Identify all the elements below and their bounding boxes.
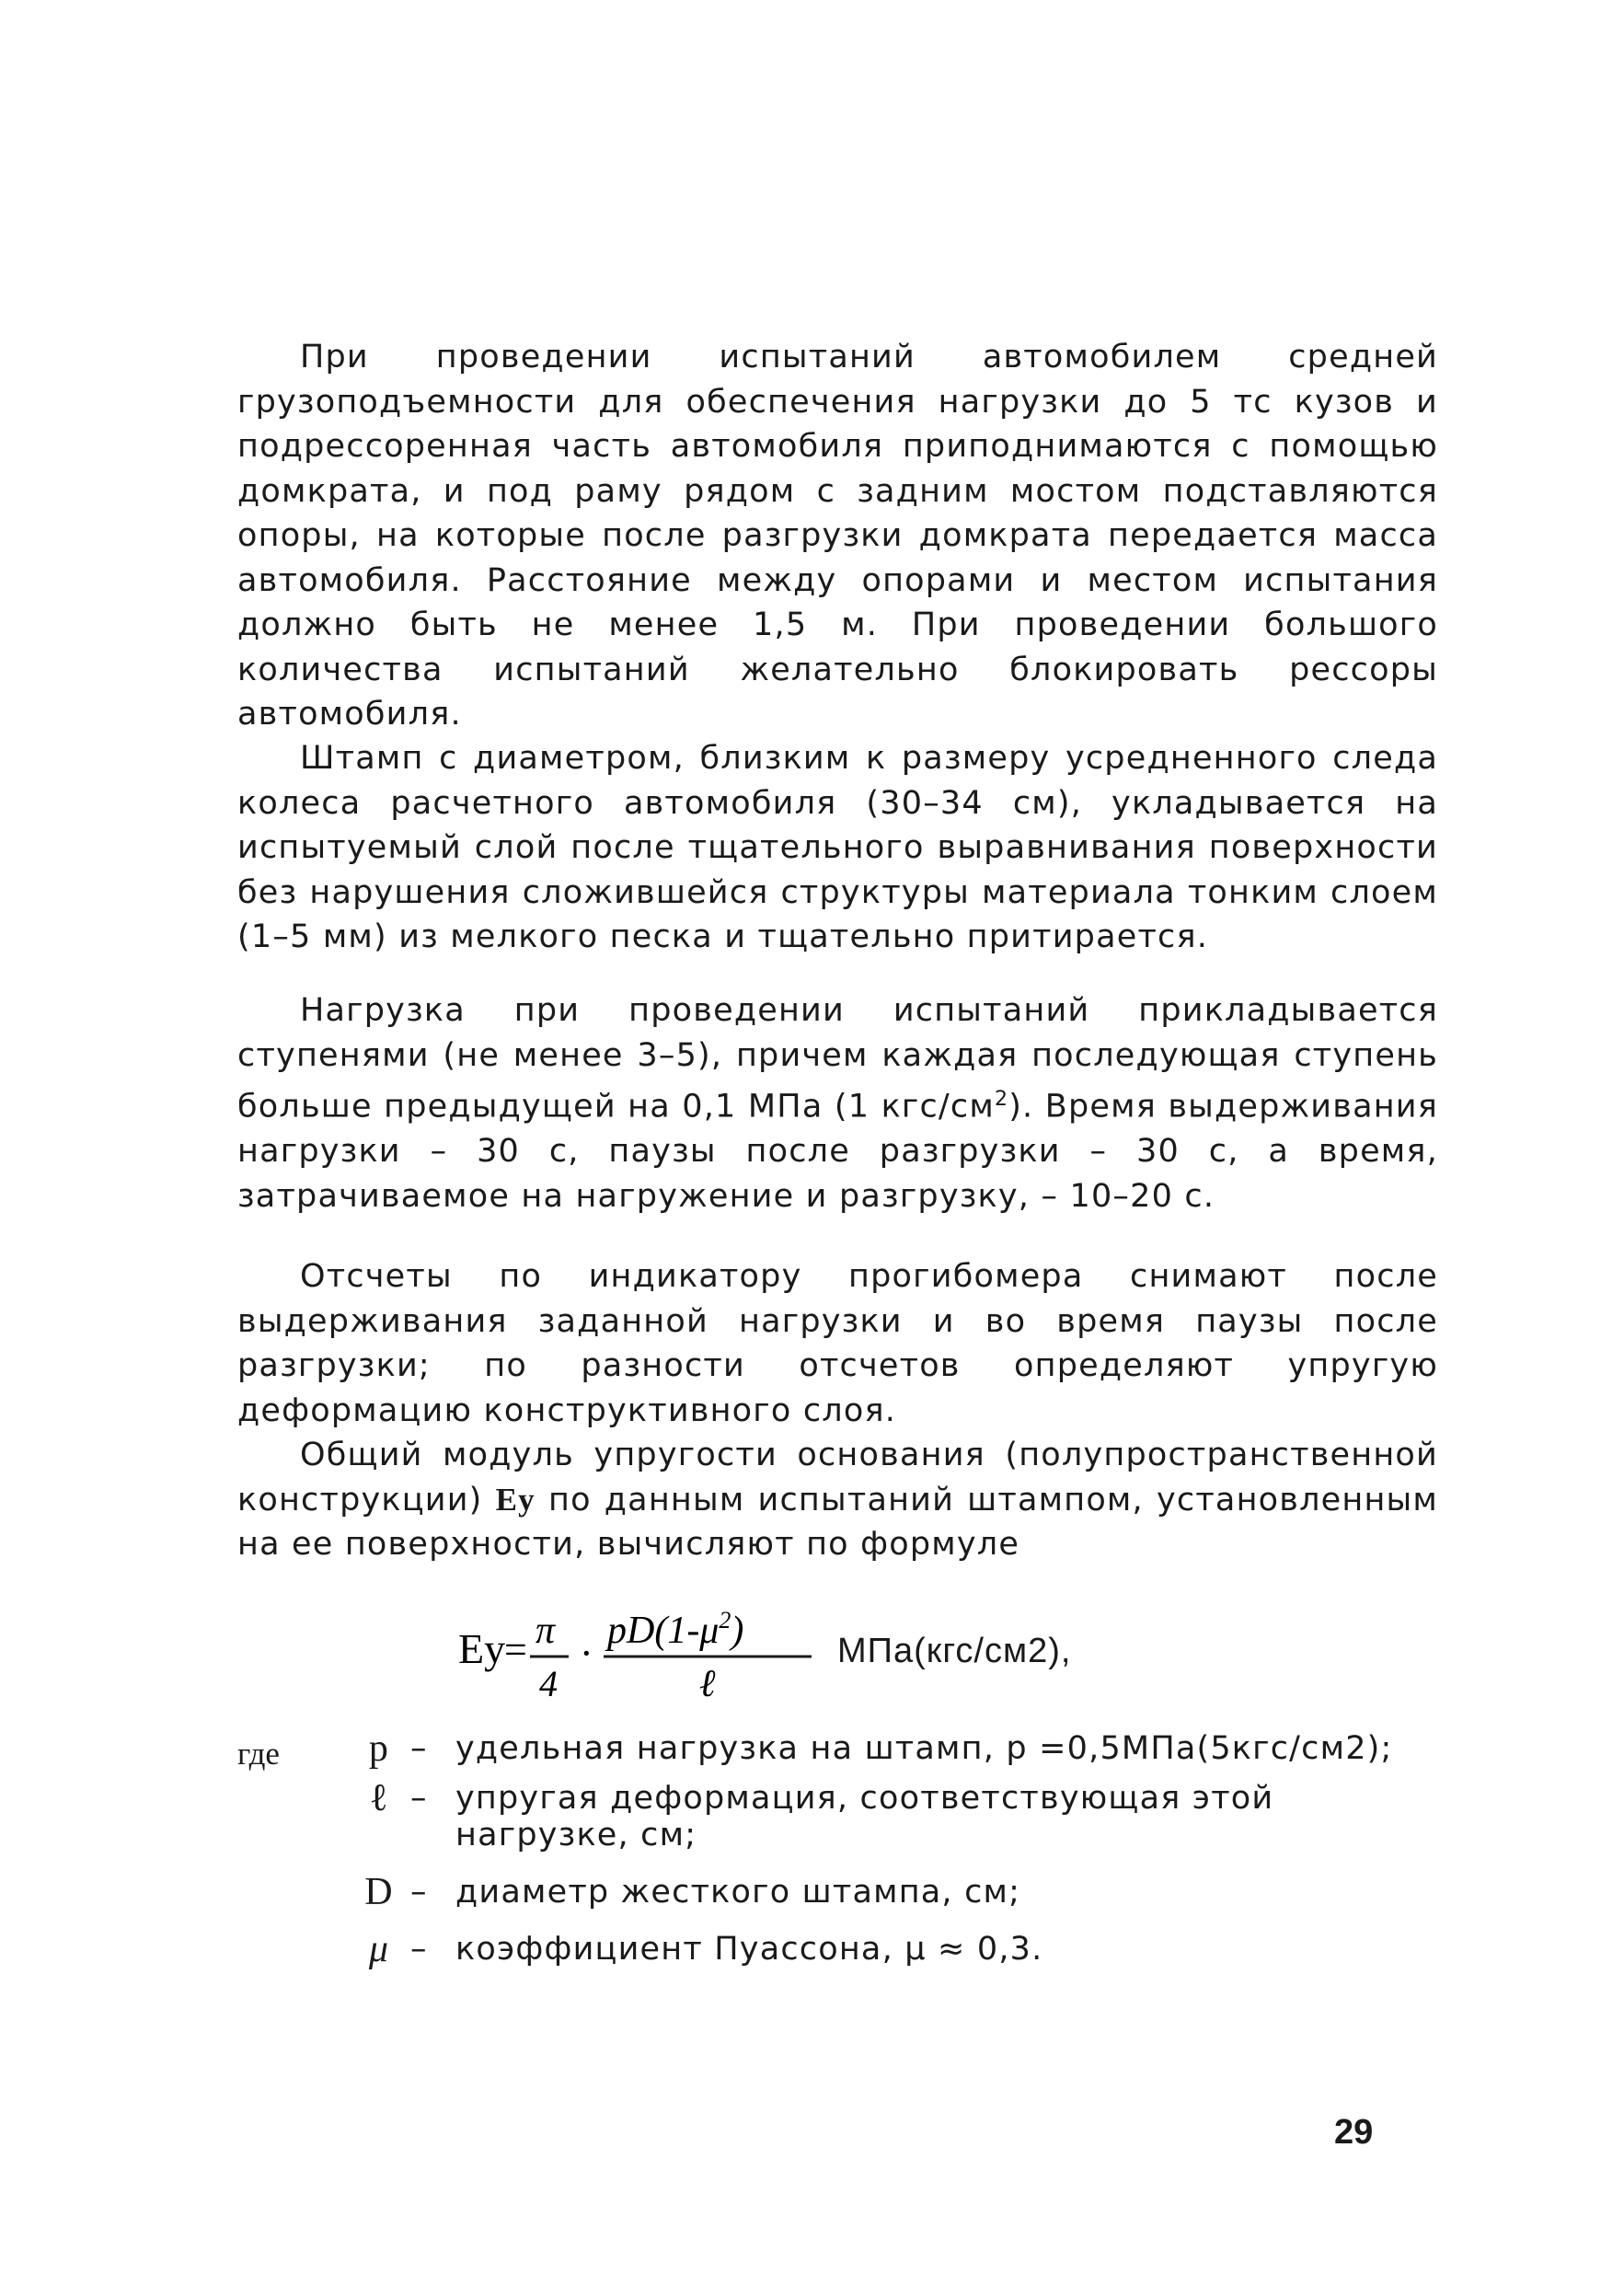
definition-symbol: p (368, 1727, 390, 1770)
definition-symbol: ℓ (369, 1777, 389, 1819)
definition-row (359, 1928, 1445, 1970)
definition-row (359, 1777, 1445, 1853)
paragraph-2 (237, 736, 1438, 960)
formula-lhs: Eу (458, 1625, 506, 1672)
paragraph-5-part-b: по данным испытаний штампом, установленным на ее поверхности, вычисляют по формуле (237, 1481, 1438, 1563)
paragraph-3-part-a: Нагрузка при проведении испытаний прикладывается ступенями (не менее 3–5), причем каждая последующая ступень больше предыдущей на 0,1 МПа (1 кгс/см (237, 992, 1438, 1126)
paragraph-4 (237, 1254, 1438, 1433)
formula-pi: π (536, 1610, 556, 1652)
definition-symbol: μ (368, 1928, 390, 1970)
paragraph-3-part-b: ). Время выдерживания нагрузки – 30 с, паузы после разгрузки – 30 с, а время, затрачиваемое на нагружение и разгрузку, – 10–20 с. (237, 1088, 1439, 1215)
definition-dash: – (410, 1730, 428, 1767)
formula-equals: = (504, 1627, 527, 1672)
paragraph-text: При проведении испытаний автомобилем средней грузоподъемности для обеспечения нагрузки до 5 тс кузов и подрессоренная часть автомобиля приподнимаются с помощью домкрата, и под раму рядом с задним мостом подставляются опоры, на которые после разгрузки домкрата передается масса автомобиля. Расстояние между опорами и местом испытания должно быть не менее 1,5 м. При проведении большого количества испытаний желательно блокировать рессоры автомобиля. (237, 339, 1438, 733)
formula-svg (451, 1606, 837, 1707)
formula-dot: · (580, 1631, 593, 1676)
definition-dash: – (410, 1780, 428, 1817)
formula-four: 4 (539, 1663, 558, 1704)
where-label: где (237, 1736, 280, 1772)
definitions-list (359, 1727, 1445, 1970)
definition-symbol: D (364, 1871, 394, 1913)
formula-unit: МПа(кгс/см2), (837, 1632, 1072, 1670)
definition-text: коэффициент Пуассона, μ ≈ 0,3. (455, 1931, 1043, 1968)
modulus-formula (451, 1606, 1279, 1707)
definition-dash: – (410, 1931, 428, 1968)
formula-denominator: ℓ (699, 1663, 716, 1705)
paragraph-5-part-a: Общий модуль упругости основания (полупространственной конструкции) (237, 1437, 1438, 1518)
formula-numerator-text: pD(1-μ (607, 1610, 720, 1652)
definition-text: упругая деформация, соответствующая этой нагрузке, см; (455, 1780, 1274, 1853)
formula-numerator-exponent: 2 (719, 1607, 731, 1634)
paragraph-3 (237, 988, 1438, 1218)
paragraph-5 (237, 1433, 1438, 1567)
definition-row (359, 1871, 1445, 1913)
definition-text: удельная нагрузка на штамп, p =0,5МПа(5кгс/см2); (455, 1730, 1393, 1767)
paragraph-text (237, 988, 1438, 1218)
superscript: 2 (994, 1088, 1009, 1111)
paragraph-text: Отсчеты по индикатору прогибомера снимают после выдерживания заданной нагрузки и во время паузы после разгрузки; по разности отсчетов определяют упругую деформацию конструктивного слоя. (237, 1258, 1438, 1429)
paragraph-1 (237, 335, 1438, 737)
paragraph-text: Штамп с диаметром, близким к размеру усредненного следа колеса расчетного автомобиля (30–34 см), укладывается на испытуемый слой после тщательного выравнивания поверхности без нарушения сложившейся структуры материала тонким слоем (1–5 мм) из мелкого песка и тщательно притирается. (237, 740, 1438, 955)
modulus-symbol: Eу (495, 1481, 536, 1518)
definition-dash: – (410, 1874, 428, 1911)
definition-row (359, 1727, 1445, 1770)
paragraph-text (237, 1433, 1438, 1567)
formula-numerator-close: ) (731, 1610, 744, 1652)
formula-numerator (605, 1607, 743, 1652)
page-number: 29 (1334, 2113, 1374, 2152)
definition-text: диаметр жесткого штампа, см; (455, 1874, 1021, 1911)
